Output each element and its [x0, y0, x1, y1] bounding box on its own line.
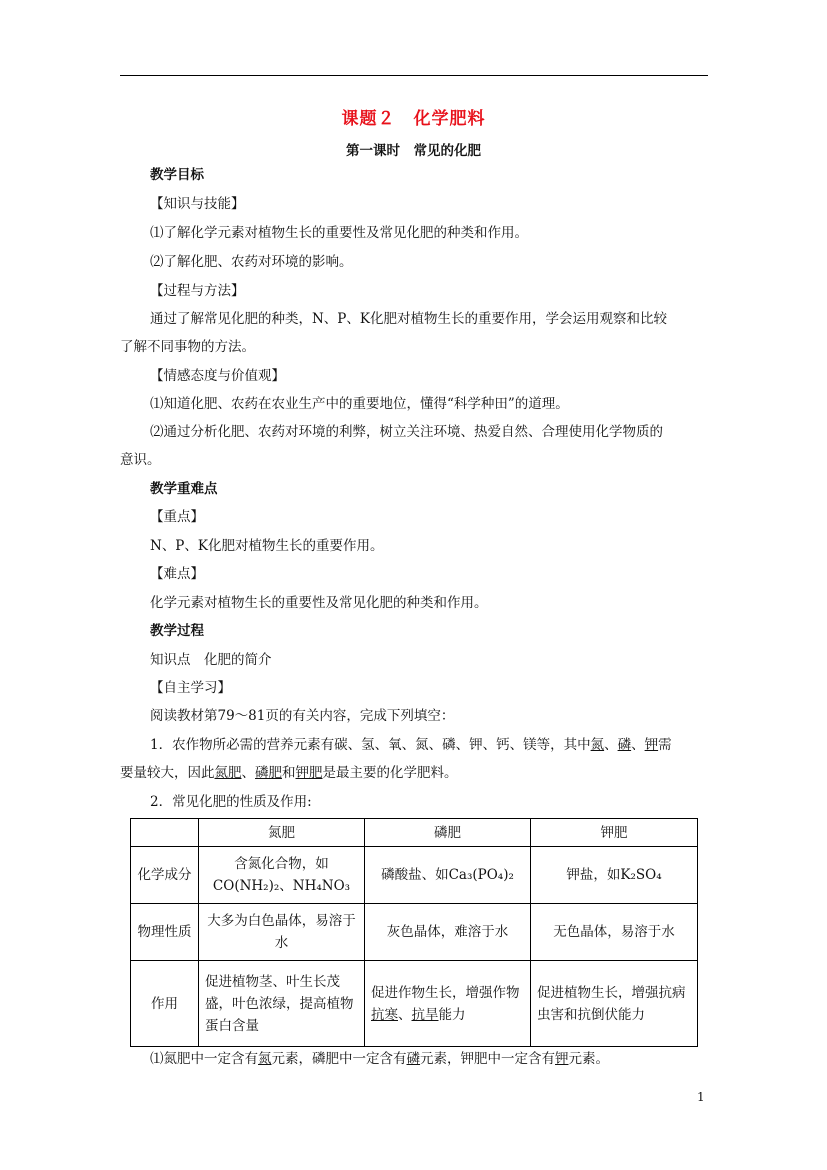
table-header-row	[131, 819, 698, 847]
header-rule	[120, 75, 708, 76]
table-cell: 磷酸盐、如Ca₃(PO₄)₂	[365, 847, 531, 904]
table-header-cell: 磷肥	[365, 819, 531, 847]
lesson-subtitle: 第一课时 常见的化肥	[346, 143, 481, 159]
table-row	[131, 904, 698, 961]
table-cell: 灰色晶体，难溶于水	[365, 904, 531, 961]
question-1: 1．农作物所必需的营养元素有碳、氢、氧、氮、磷、钾、钙、镁等，其中氮、磷、钾需	[150, 737, 672, 753]
paragraph: 阅读教材第79～81页的有关内容，完成下列填空：	[150, 708, 455, 724]
paragraph: ⑴了解化学元素对植物生长的重要性及常见化肥的种类和作用。	[150, 225, 528, 241]
paragraph: ⑵了解化肥、农药对环境的影响。	[150, 254, 353, 270]
table-cell: 含氮化合物，如CO(NH₂)₂、NH₄NO₃	[199, 847, 365, 904]
row-label: 作用	[131, 961, 199, 1047]
heading-procedure: 教学过程	[150, 623, 204, 639]
table-header-cell	[131, 819, 199, 847]
row-label: 化学成分	[131, 847, 199, 904]
question-1-cont: 要量较大，因此氮肥、磷肥和钾肥是最主要的化学肥料。	[120, 765, 458, 781]
paragraph: 通过了解常见化肥的种类，N、P、K化肥对植物生长的重要作用，学会运用观察和比较	[150, 311, 667, 327]
table-cell: 大多为白色晶体，易溶于水	[199, 904, 365, 961]
table-cell: 促进植物生长，增强抗病虫害和抗倒伏能力	[531, 961, 698, 1047]
fertilizer-table	[130, 818, 698, 1047]
section-process: 【过程与方法】	[150, 283, 245, 299]
table-cell: 促进植物茎、叶生长茂盛，叶色浓绿，提高植物蛋白含量	[199, 961, 365, 1047]
question-2: 2．常见化肥的性质及作用:	[150, 794, 312, 810]
row-label: 物理性质	[131, 904, 199, 961]
table-row	[131, 961, 698, 1047]
section-knowledge: 【知识与技能】	[150, 196, 245, 212]
heading-goals: 教学目标	[150, 167, 204, 183]
table-header-cell: 钾肥	[531, 819, 698, 847]
table-cell: 无色晶体，易溶于水	[531, 904, 698, 961]
paragraph: ⑵通过分析化肥、农药对环境的利弊，树立关注环境、热爱自然、合理使用化学物质的	[150, 424, 663, 440]
paragraph: 了解不同事物的方法。	[120, 339, 255, 355]
table-cell: 促进作物生长，增强作物抗寒、抗旱能力	[365, 961, 531, 1047]
lesson-title: 课题２ 化学肥料	[341, 109, 486, 129]
heading-keypoints: 教学重难点	[150, 481, 218, 497]
knowledge-point: 知识点 化肥的简介	[150, 652, 272, 668]
table-header-cell: 氮肥	[199, 819, 365, 847]
paragraph: ⑴知道化肥、农药在农业生产中的重要地位，懂得“科学种田”的道理。	[150, 396, 569, 412]
section-difficulty: 【难点】	[150, 566, 204, 582]
paragraph: N、P、K化肥对植物生长的重要作用。	[150, 538, 384, 554]
paragraph: 意识。	[120, 452, 161, 468]
section-selfstudy: 【自主学习】	[150, 680, 231, 696]
page-number: 1	[697, 1090, 705, 1104]
table-row	[131, 847, 698, 904]
section-focus: 【重点】	[150, 509, 204, 525]
table-cell: 钾盐，如K₂SO₄	[531, 847, 698, 904]
paragraph: 化学元素对植物生长的重要性及常见化肥的种类和作用。	[150, 595, 488, 611]
section-emotion: 【情感态度与价值观】	[150, 368, 285, 384]
bottom-sentence: ⑴氮肥中一定含有氮元素，磷肥中一定含有磷元素，钾肥中一定含有钾元素。	[150, 1051, 609, 1067]
